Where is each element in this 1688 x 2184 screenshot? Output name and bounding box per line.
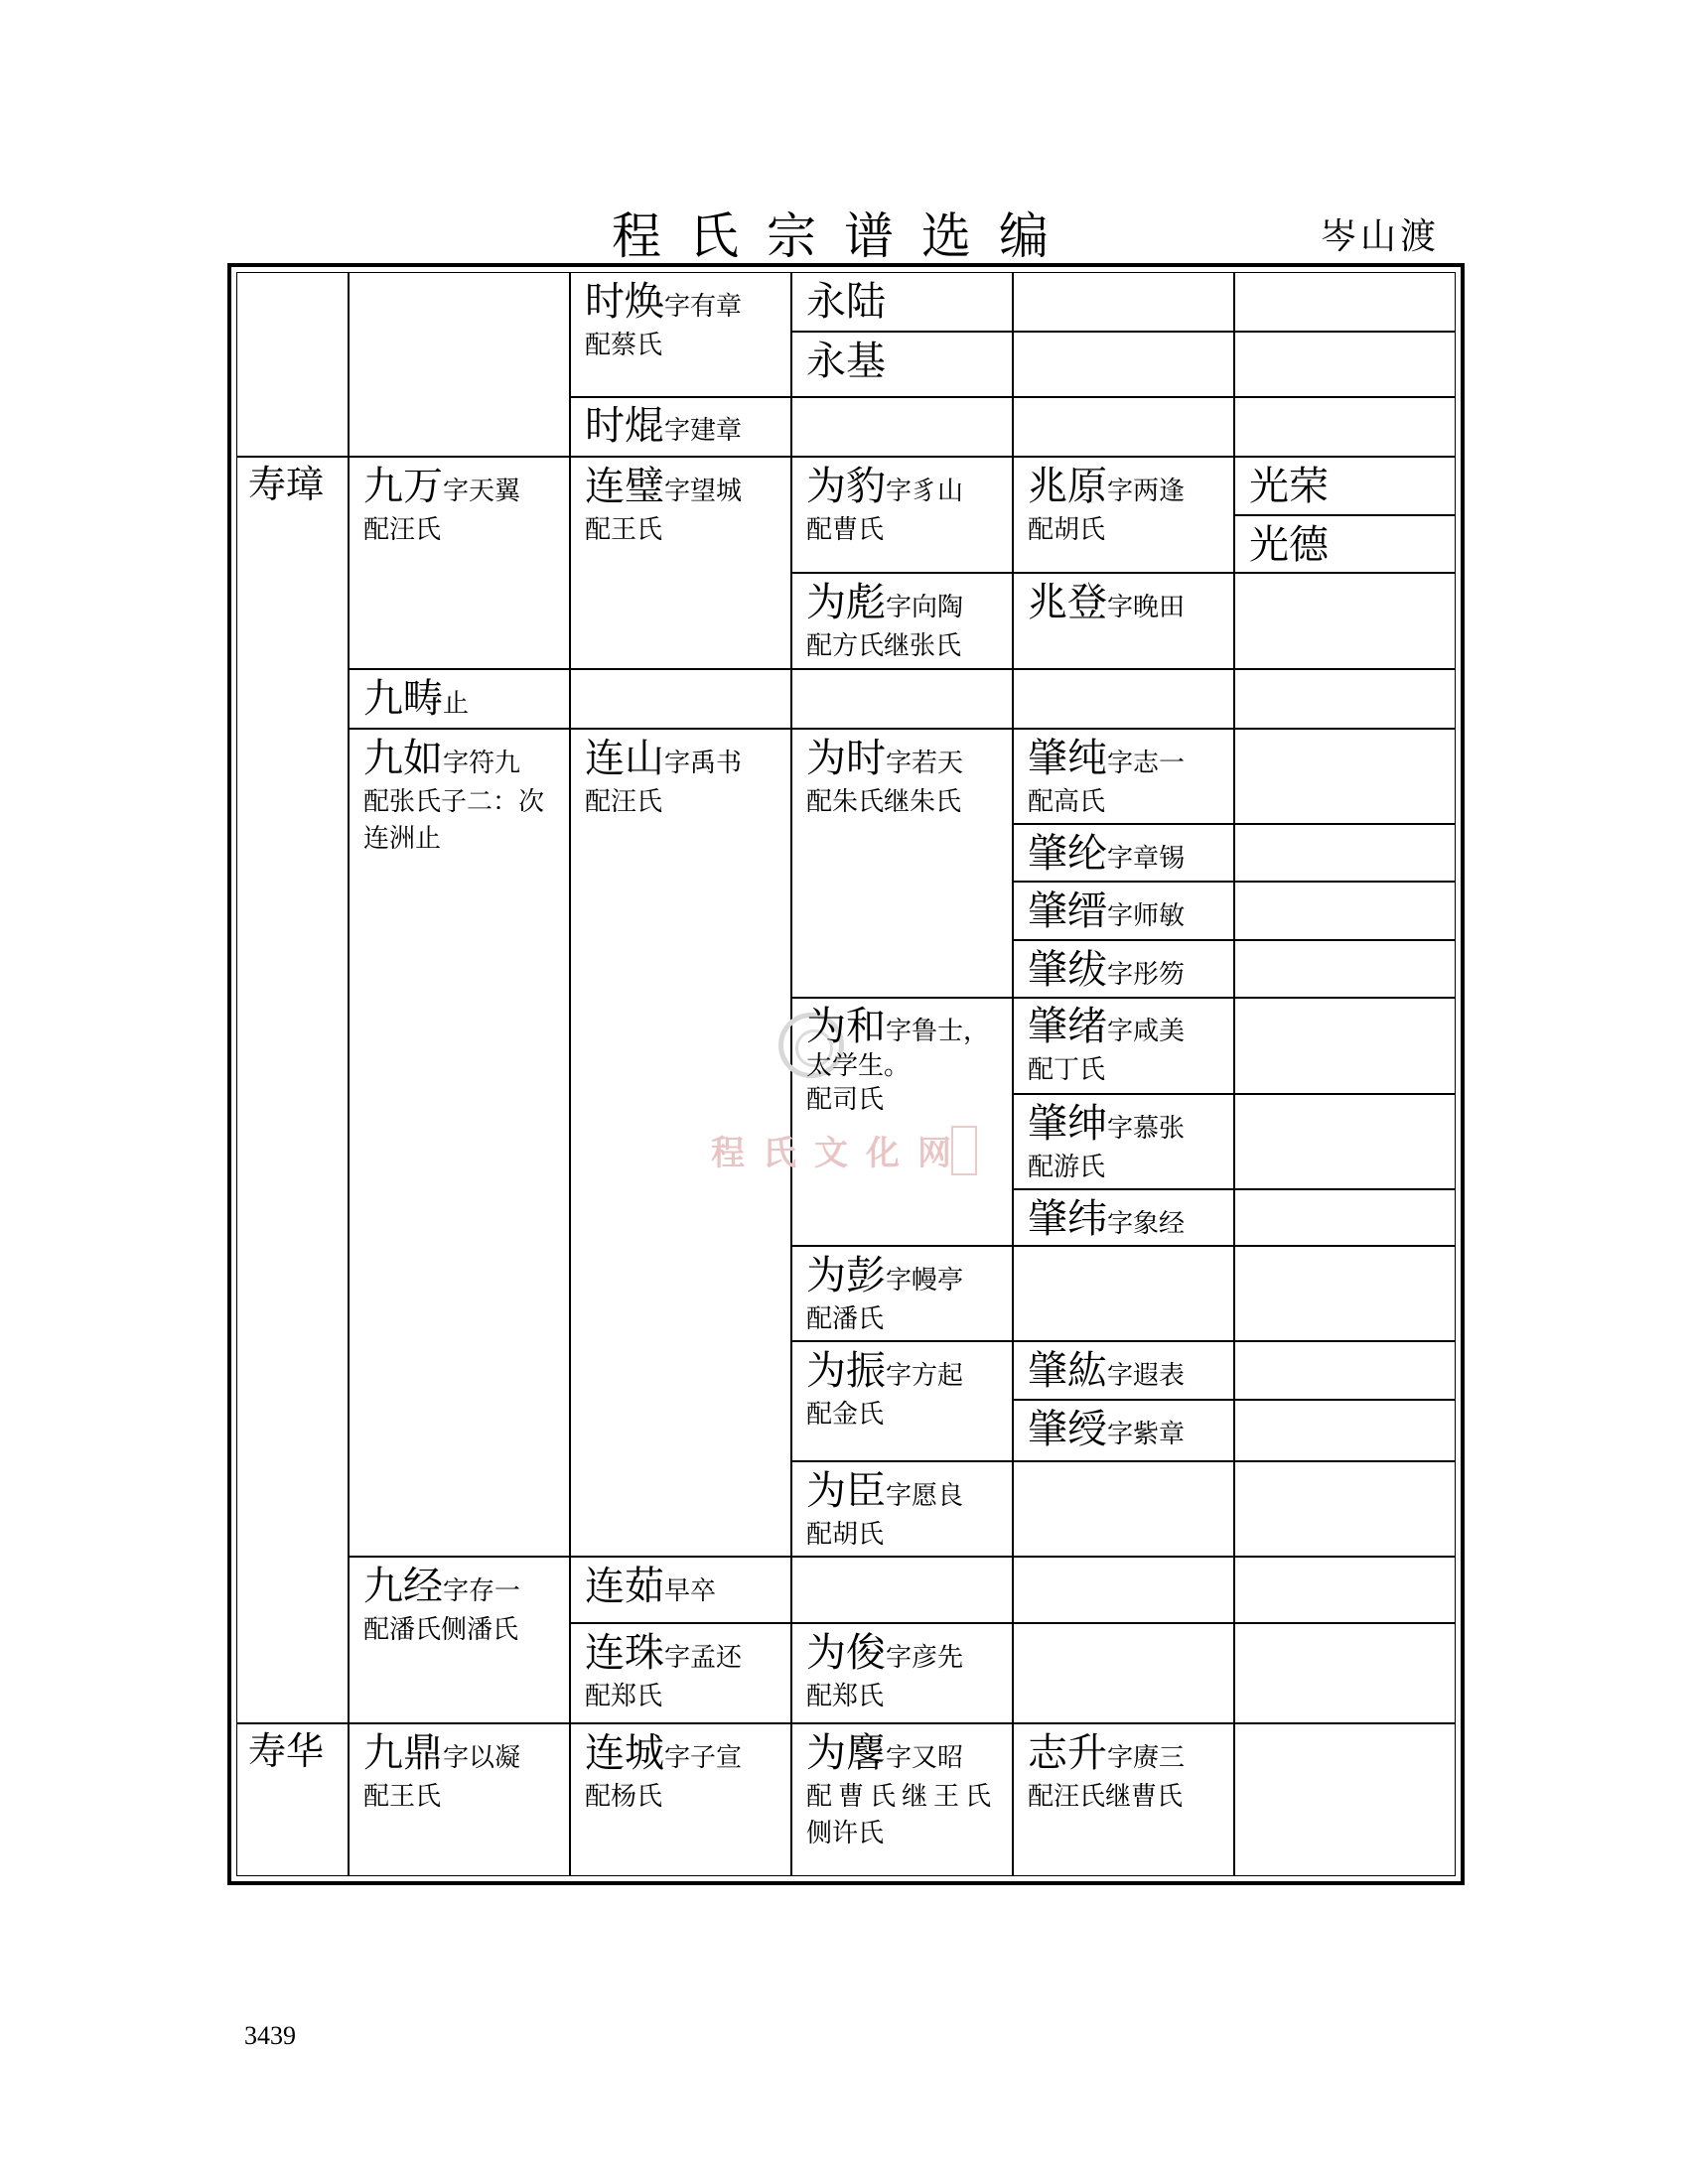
row-line [348,728,1456,730]
place-name: 岑山渡 [1321,216,1441,257]
entry-zhaolun: 肇纶字章锡 [1028,831,1186,877]
row-line [1233,514,1456,516]
entry-weibao: 为豹字豸山 配曹氏 [806,464,964,545]
entry-weizhen: 为振字方起 配金氏 [806,1348,964,1430]
row-line [790,997,1456,999]
row-line [1012,1093,1456,1095]
entry-zhaoxu: 肇绪字咸美 配丁氏 [1028,1004,1186,1085]
row-line [1012,881,1456,883]
row-line [790,572,1456,574]
entry-liancheng: 连城字子宣 配杨氏 [585,1730,743,1812]
entry-weihe: 为和字鲁士， 太学生。 配司氏 [806,1004,990,1115]
entry-zhaoshen: 肇绅字慕张 配游氏 [1028,1101,1186,1182]
entry-guangde: 光德 [1249,522,1329,568]
entry-weimi: 为麐字又昭 配曹氏继王氏 侧许氏 [806,1730,998,1848]
entry-jiuwan: 九万字天翼 配汪氏 [363,464,521,545]
entry-zhaojin: 肇缙字师敏 [1028,888,1186,934]
entry-lianbi: 连璧字望城 配王氏 [585,464,743,545]
row-line [790,1245,1456,1247]
entry-jiujing: 九经字存一 配潘氏侧潘氏 [363,1564,521,1645]
entry-zhaochun: 肇纯字志一 配高氏 [1028,736,1186,817]
row-line [236,456,1456,458]
page-number: 3439 [244,2021,296,2050]
row-line [790,331,1456,333]
watermark-stamp-icon [951,1126,977,1175]
row-line [790,1460,1456,1462]
row-line [1012,939,1456,941]
row-line [1012,1399,1456,1401]
entry-zhaoshou: 肇绶字紫章 [1028,1407,1186,1452]
entry-jiuding: 九鼎字以凝 配王氏 [363,1730,521,1812]
entry-jiuru: 九如字符九 配张氏子二：次 连洲止 [363,736,545,854]
entry-lianru: 连茹早卒 [585,1564,717,1609]
entry-zhaoba: 肇绂字彤笏 [1028,947,1186,993]
entry-weibiao: 为彪字向陶 配方氏继张氏 [806,580,964,661]
row-line [236,1722,1456,1724]
entry-weichen: 为臣字愿良 配胡氏 [806,1468,964,1550]
entry-jiuchou: 九畴止 [363,676,470,722]
entry-zhaoyuan: 兆原字两逢 配胡氏 [1028,464,1186,545]
gen1-shouzhang: 寿璋 [248,463,325,506]
row-line [348,668,1456,670]
entry-weishi: 为时字若天 配朱氏继朱氏 [806,736,964,817]
row-line [569,396,1456,398]
gen1-shouhua: 寿华 [248,1729,325,1773]
row-line [569,1622,1456,1624]
entry-yongji: 永基 [806,339,886,384]
entry-zhaowei: 肇纬字象经 [1028,1196,1186,1242]
col-line-1 [348,272,350,1876]
entry-weipeng: 为彭字幔亭 配潘氏 [806,1253,964,1334]
entry-zhaohong: 肇紘字遐表 [1028,1348,1186,1394]
entry-lianzhu: 连珠字孟还 配郑氏 [585,1630,743,1711]
entry-lianshan: 连山字禹书 配汪氏 [585,736,743,817]
entry-guangrong: 光荣 [1249,464,1329,509]
entry-zhisheng: 志升字赓三 配汪氏继曹氏 [1028,1730,1186,1812]
watermark-text: 程氏文化网 [711,1134,969,1173]
entry-weijun: 为俊字彦先 配郑氏 [806,1630,964,1711]
entry-zhaodeng: 兆登字晚田 [1028,580,1186,625]
entry-shikun: 时焜字建章 [585,403,743,449]
page-title: 程氏宗谱选编 [612,207,1076,265]
entry-yonglu: 永陆 [806,279,886,325]
entry-shihuan: 时焕字有章 配蔡氏 [585,279,743,360]
